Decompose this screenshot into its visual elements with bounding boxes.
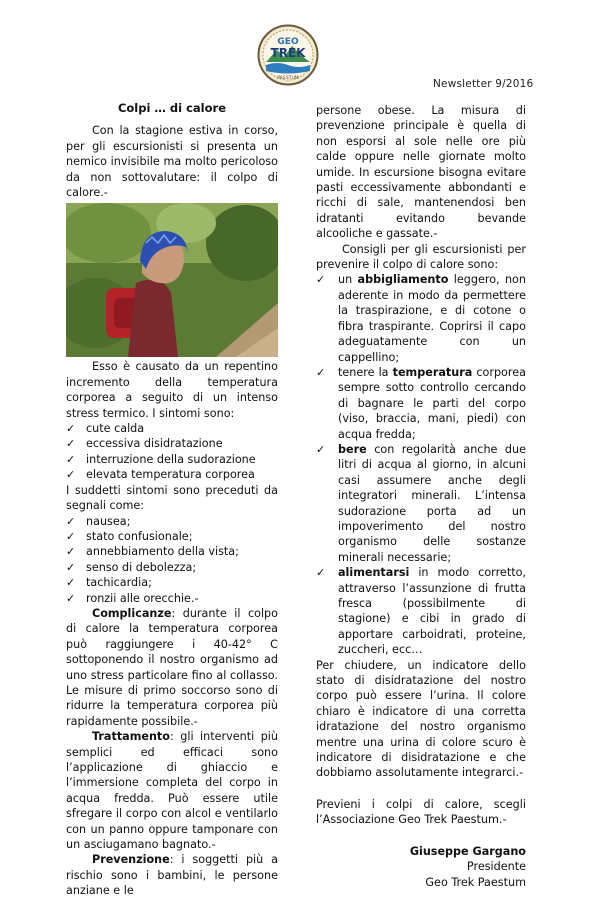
signature-name: Giuseppe Gargano <box>409 844 526 858</box>
right-column <box>316 103 526 890</box>
cause-paragraph: Esso è causato da un repentino incremento della temperatura corporea a seguito di un intenso stress termico. I sintomi sono: <box>66 360 278 420</box>
advice-intro: Consigli per gli escursionisti per prevenire il colpo di calore sono: <box>316 242 526 272</box>
check-icon: ✓ <box>66 576 76 590</box>
check-icon: ✓ <box>66 514 76 528</box>
newsletter-number: Newsletter 9/2016 <box>433 78 534 90</box>
complications-label: Complicanze <box>92 606 172 620</box>
list-item: ✓ cute calda <box>66 422 145 436</box>
check-icon: ✓ <box>66 529 76 543</box>
prevention-label: Prevenzione <box>92 853 170 867</box>
symptoms-list <box>66 421 278 483</box>
check-icon: ✓ <box>66 468 76 482</box>
list-item: ✓ tachicardia; <box>66 576 152 590</box>
article-title: Colpi … di calore <box>117 101 227 115</box>
closing-paragraph: Per chiudere, un indicatore dello stato di disidratazione del nostro corpo può essere l’urina. Il colore chiaro è indicatore di una corretta idratazione del nostro organismo mentre una urina di colore scuro è indicatore di disidratazione e che dobbiamo assolutamente integrarci.- <box>316 658 526 780</box>
signature-role: Presidente <box>466 860 526 874</box>
hiker-photo <box>66 203 278 357</box>
final-paragraph: Previeni i colpi di calore, scegli l’Associazione Geo Trek Paestum.- <box>316 797 526 827</box>
logo-main-text: TREK <box>270 46 306 60</box>
advice-list <box>316 272 526 657</box>
list-item: ✓ senso di debolezza; <box>66 560 197 574</box>
continuation-paragraph: persone obese. La misura di prevenzione principale è quella di non esporsi al sole nelle ore più calde oppure nelle giornate molto umide. In escursione bisogna evitare pasti eccessivamente abbondanti e ricchi di sale, mantenendosi ben idratanti evitando bevande alcooliche e gassate.- <box>316 104 526 241</box>
logo-sub-text: PAESTUM <box>277 76 299 81</box>
prevention-paragraph: Prevenzione: i soggetti più a rischio sono i bambini, le persone anziane e le <box>66 853 278 898</box>
check-icon: ✓ <box>66 591 76 605</box>
check-icon: ✓ <box>316 566 326 580</box>
check-icon: ✓ <box>66 422 76 436</box>
check-icon: ✓ <box>316 365 326 379</box>
list-item: ✓ elevata temperatura corporea <box>66 468 255 482</box>
signature-block <box>316 844 526 890</box>
left-column <box>66 101 278 899</box>
list-item: ✓ bere con regolarità anche due litri di acqua al giorno, in alcuni casi assumere anche degli integratori minerali. L’intensa sudorazione porta ad un impoverimento del nostro organismo delle sostanze minerali necessarie; <box>316 442 526 564</box>
logo-top-text: GEO <box>277 37 299 47</box>
check-icon: ✓ <box>316 442 326 456</box>
check-icon: ✓ <box>66 437 76 451</box>
treatment-paragraph: Trattamento: gli interventi più semplici ed efficaci sono l’applicazione di ghiaccio e l’immersione completa del corpo in acqua fredda. Può essere utile sfregare il corpo con alcol e ventilarlo con un panno oppure tamponare con un asciugamano bagnato.- <box>66 730 278 852</box>
geo-trek-logo <box>257 24 319 86</box>
list-item: ✓ un abbigliamento leggero, non aderente in modo da permettere la traspirazione, e di cotone o fibra traspirante. Coprirsi il capo adeguatamente con un cappellino; <box>316 273 526 364</box>
list-item: ✓ stato confusionale; <box>66 529 193 543</box>
signature-org: Geo Trek Paestum <box>425 875 526 889</box>
check-icon: ✓ <box>66 452 76 466</box>
list-item: ✓ nausea; <box>66 514 131 528</box>
list-item: ✓ eccessiva disidratazione <box>66 437 223 451</box>
treatment-label: Trattamento <box>92 730 170 744</box>
intro-paragraph: Con la stagione estiva in corso, per gli escursionisti si presenta un nemico invisibile ma molto pericoloso da non sottovalutare: il colpo di calore.- <box>66 124 278 200</box>
preceded-paragraph: I suddetti sintomi sono preceduti da segnali come: <box>66 483 278 513</box>
list-item: ✓ annebbiamento della vista; <box>66 545 239 559</box>
list-item: ✓ interruzione della sudorazione <box>66 452 256 466</box>
list-item: ✓ ronzii alle orecchie.- <box>66 591 199 605</box>
check-icon: ✓ <box>66 560 76 574</box>
list-item: ✓ tenere la temperatura corporea sempre sotto controllo cercando di bagnare le parti del corpo (viso, braccia, mani, piedi) con acqua fredda; <box>316 365 526 441</box>
complications-paragraph: Complicanze: durante il colpo di calore la temperatura corporea può raggiungere i 40-42° C sottoponendo il nostro organismo ad uno stress particolare fino al collasso. Le misure di primo soccorso sono di ridurre la temperatura corporea più rapidamente possibile.- <box>66 606 278 728</box>
list-item: ✓ alimentarsi in modo corretto, attraverso l’assunzione di frutta fresca (possibilmente di stagione) e cibi in grado di apportare carboidrati, proteine, zuccheri, ecc… <box>316 566 526 657</box>
check-icon: ✓ <box>66 545 76 559</box>
check-icon: ✓ <box>316 273 326 287</box>
signals-list <box>66 514 278 606</box>
